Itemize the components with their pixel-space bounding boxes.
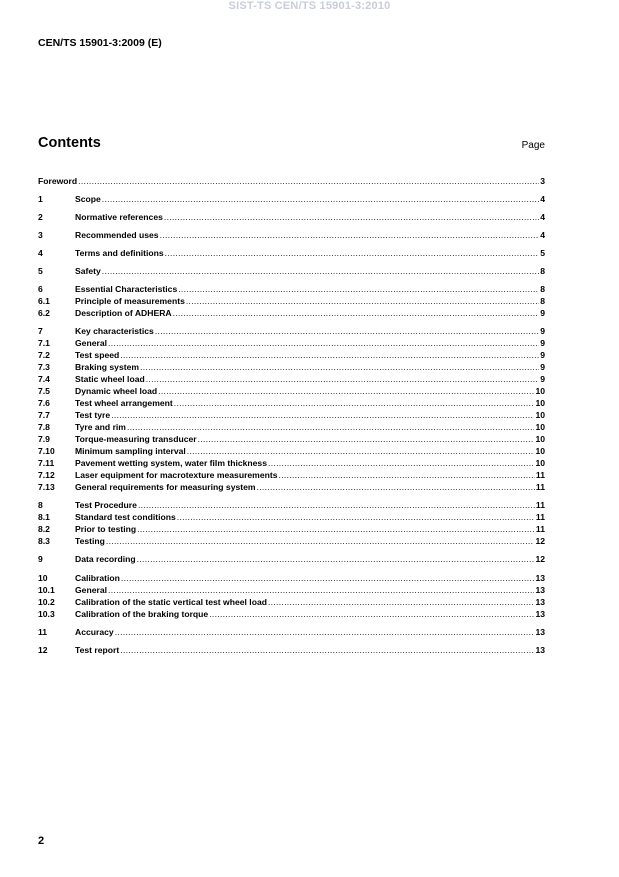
toc-entry-title: Calibration <box>75 573 120 583</box>
toc-entry[interactable] <box>38 338 545 349</box>
toc-entry-title: Test speed <box>75 350 120 360</box>
toc-entry-page: 3 <box>540 176 545 186</box>
toc-entry-number: 7 <box>38 326 43 336</box>
toc-leader-dots <box>198 434 535 445</box>
toc-leader-dots <box>106 536 535 547</box>
toc-entry-number: 10.1 <box>38 585 55 595</box>
toc-leader-dots <box>257 482 535 493</box>
toc-leader-dots <box>165 248 540 259</box>
toc-entry-number: 7.11 <box>38 458 55 468</box>
toc-entry[interactable] <box>38 524 545 535</box>
toc-leader-dots <box>120 645 534 656</box>
toc-entry-page: 13 <box>535 627 545 637</box>
toc-entry-title: Test wheel arrangement <box>75 398 173 408</box>
toc-leader-dots <box>108 585 534 596</box>
toc-leader-dots <box>115 627 535 638</box>
toc-entry[interactable] <box>38 512 545 523</box>
toc-entry[interactable] <box>38 470 545 481</box>
toc-entry-number: 8.1 <box>38 512 50 522</box>
toc-entry-page: 13 <box>535 645 545 655</box>
toc-entry-page: 8 <box>540 296 545 306</box>
toc-entry[interactable] <box>38 554 545 565</box>
toc-entry-number: 1 <box>38 194 43 204</box>
toc-entry-title: Recommended uses <box>75 230 159 240</box>
toc-entry-title: Calibration of the static vertical test wheel load <box>75 597 267 607</box>
toc-entry-title: Essential Characteristics <box>75 284 178 294</box>
toc-entry[interactable] <box>38 362 545 373</box>
toc-entry[interactable] <box>38 482 545 493</box>
toc-entry-number: 7.9 <box>38 434 50 444</box>
toc-entry-title: Static wheel load <box>75 374 145 384</box>
toc-entry-number: 7.8 <box>38 422 50 432</box>
toc-entry-page: 4 <box>540 230 545 240</box>
toc-entry-title: Pavement wetting system, water film thickness <box>75 458 267 468</box>
toc-entry-title: Normative references <box>75 212 163 222</box>
toc-entry-number: 7.2 <box>38 350 50 360</box>
toc-entry[interactable] <box>38 194 545 205</box>
toc-entry[interactable] <box>38 350 545 361</box>
toc-entry-title: General <box>75 338 108 348</box>
toc-entry-number: 10.2 <box>38 597 55 607</box>
toc-leader-dots <box>155 326 539 337</box>
toc-entry-number: 5 <box>38 266 43 276</box>
toc-entry-title: Braking system <box>75 362 140 372</box>
toc-entry-page: 9 <box>540 362 545 372</box>
toc-entry-page: 9 <box>540 308 545 318</box>
toc-entry-title: Standard test conditions <box>75 512 176 522</box>
toc-entry-title: Tyre and rim <box>75 422 126 432</box>
toc-entry-page: 8 <box>540 284 545 294</box>
toc-entry-number: 7.13 <box>38 482 55 492</box>
toc-entry-page: 9 <box>540 350 545 360</box>
toc-entry-number: 6 <box>38 284 43 294</box>
toc-entry-title: Test tyre <box>75 410 111 420</box>
toc-entry-number: 6.2 <box>38 308 50 318</box>
toc-entry-page: 10 <box>535 446 545 456</box>
toc-entry[interactable] <box>38 176 545 187</box>
toc-entry-number: 7.10 <box>38 446 55 456</box>
toc-entry-title: Torque-measuring transducer <box>75 434 197 444</box>
toc-entry[interactable] <box>38 609 545 620</box>
contents-title: Contents <box>38 135 101 151</box>
toc-entry-title: Data recording <box>75 554 136 564</box>
toc-entry-page: 9 <box>540 326 545 336</box>
toc-entry[interactable] <box>38 627 545 638</box>
toc-entry-page: 11 <box>535 524 545 534</box>
toc-entry-page: 11 <box>535 512 545 522</box>
toc-entry-number: 7.5 <box>38 386 50 396</box>
toc-entry-title: Description of ADHERA <box>75 308 172 318</box>
toc-entry-number: 3 <box>38 230 43 240</box>
toc-entry[interactable] <box>38 296 545 307</box>
toc-entry-title: Scope <box>75 194 101 204</box>
toc-entry-page: 13 <box>535 597 545 607</box>
toc-entry[interactable] <box>38 398 545 409</box>
toc-entry-page: 13 <box>535 609 545 619</box>
toc-entry-number: 7.6 <box>38 398 50 408</box>
toc-entry[interactable] <box>38 573 545 584</box>
toc-leader-dots <box>137 524 535 535</box>
toc-entry-page: 13 <box>535 573 545 583</box>
toc-leader-dots <box>268 597 534 608</box>
toc-leader-dots <box>174 398 535 409</box>
toc-entry-number: 8 <box>38 500 43 510</box>
toc-entry[interactable] <box>38 374 545 385</box>
toc-entry[interactable] <box>38 326 545 337</box>
toc-entry-page: 8 <box>540 266 545 276</box>
toc-entry-number: 10.3 <box>38 609 55 619</box>
toc-entry-page: 9 <box>540 374 545 384</box>
toc-entry-page: 4 <box>540 194 545 204</box>
toc-leader-dots <box>102 194 539 205</box>
toc-leader-dots <box>173 308 540 319</box>
toc-entry-number: 8.2 <box>38 524 50 534</box>
toc-leader-dots <box>146 374 539 385</box>
toc-entry-page: 13 <box>535 585 545 595</box>
toc-entry-page: 10 <box>535 458 545 468</box>
document-id: CEN/TS 15901-3:2009 (E) <box>38 37 162 49</box>
toc-leader-dots <box>108 338 539 349</box>
toc-entry-title: Accuracy <box>75 627 114 637</box>
toc-leader-dots <box>160 230 540 241</box>
toc-entry-page: 12 <box>535 536 545 546</box>
toc-leader-dots <box>158 386 534 397</box>
toc-entry-page: 4 <box>540 212 545 222</box>
toc-entry-title: Principle of measurements <box>75 296 185 306</box>
toc-entry[interactable] <box>38 597 545 608</box>
toc-entry[interactable] <box>38 386 545 397</box>
toc-leader-dots <box>137 554 535 565</box>
toc-leader-dots <box>186 296 539 307</box>
toc-entry-number: 10 <box>38 573 48 583</box>
toc-entry[interactable] <box>38 248 545 259</box>
toc-entry-number: 11 <box>38 627 48 637</box>
toc-entry[interactable] <box>38 645 545 656</box>
toc-entry-page: 12 <box>535 554 545 564</box>
toc-leader-dots <box>164 212 539 223</box>
toc-entry-number: 12 <box>38 645 48 655</box>
toc-entry-page: 11 <box>535 482 545 492</box>
watermark: SIST-TS CEN/TS 15901-3:2010 <box>228 0 391 12</box>
toc-entry[interactable] <box>38 458 545 469</box>
toc-leader-dots <box>138 500 535 511</box>
toc-entry-page: 11 <box>535 470 545 480</box>
toc-entry-number: 7.1 <box>38 338 50 348</box>
toc-leader-dots <box>111 410 534 421</box>
toc-entry-title: Test Procedure <box>75 500 137 510</box>
toc-entry-title: General requirements for measuring system <box>75 482 256 492</box>
toc-leader-dots <box>209 609 534 620</box>
toc-leader-dots <box>121 573 535 584</box>
toc-entry[interactable] <box>38 500 545 511</box>
toc-entry-number: 7.12 <box>38 470 55 480</box>
toc-entry-page: 10 <box>535 434 545 444</box>
toc-entry-title: Key characteristics <box>75 326 154 336</box>
toc-entry[interactable] <box>38 585 545 596</box>
toc-entry-number: 7.7 <box>38 410 50 420</box>
toc-entry-number: 2 <box>38 212 43 222</box>
toc-leader-dots <box>187 446 535 457</box>
toc-entry[interactable] <box>38 422 545 433</box>
toc-entry[interactable] <box>38 230 545 241</box>
toc-entry-title: Calibration of the braking torque <box>75 609 209 619</box>
toc-leader-dots <box>102 266 539 277</box>
toc-entry-number: 7.4 <box>38 374 50 384</box>
toc-entry[interactable] <box>38 410 545 421</box>
toc-entry-title: General <box>75 585 108 595</box>
toc-leader-dots <box>140 362 539 373</box>
toc-leader-dots <box>268 458 534 469</box>
toc-entry-number: 6.1 <box>38 296 50 306</box>
toc-entry-title: Testing <box>75 536 105 546</box>
toc-entry-title: Laser equipment for macrotexture measurements <box>75 470 278 480</box>
toc-entry-title: Dynamic wheel load <box>75 386 158 396</box>
toc-entry-page: 11 <box>535 500 545 510</box>
toc-entry-title: Test report <box>75 645 120 655</box>
page-column-label: Page <box>521 140 545 151</box>
toc-entry[interactable] <box>38 536 545 547</box>
toc-entry-title: Foreword <box>38 176 78 186</box>
toc-entry[interactable] <box>38 434 545 445</box>
toc-leader-dots <box>78 176 539 187</box>
toc-entry[interactable] <box>38 266 545 277</box>
toc-entry-title: Safety <box>75 266 101 276</box>
page-number: 2 <box>38 835 45 847</box>
toc-leader-dots <box>177 512 535 523</box>
toc-entry-page: 10 <box>535 410 545 420</box>
toc-entry[interactable] <box>38 284 545 295</box>
toc-entry-number: 9 <box>38 554 43 564</box>
toc-entry-title: Minimum sampling interval <box>75 446 186 456</box>
toc-leader-dots <box>120 350 539 361</box>
toc-entry-number: 4 <box>38 248 43 258</box>
toc-entry[interactable] <box>38 212 545 223</box>
toc-entry-page: 5 <box>540 248 545 258</box>
toc-entry-number: 7.3 <box>38 362 50 372</box>
toc-entry-number: 8.3 <box>38 536 50 546</box>
toc-entry[interactable] <box>38 446 545 457</box>
toc-leader-dots <box>279 470 535 481</box>
toc-entry-page: 10 <box>535 386 545 396</box>
toc-entry-page: 10 <box>535 422 545 432</box>
toc-entry-title: Terms and definitions <box>75 248 164 258</box>
toc-entry[interactable] <box>38 308 545 319</box>
toc-leader-dots <box>127 422 534 433</box>
toc-entry-title: Prior to testing <box>75 524 137 534</box>
toc-leader-dots <box>178 284 539 295</box>
toc-entry-page: 9 <box>540 338 545 348</box>
toc-entry-page: 10 <box>535 398 545 408</box>
